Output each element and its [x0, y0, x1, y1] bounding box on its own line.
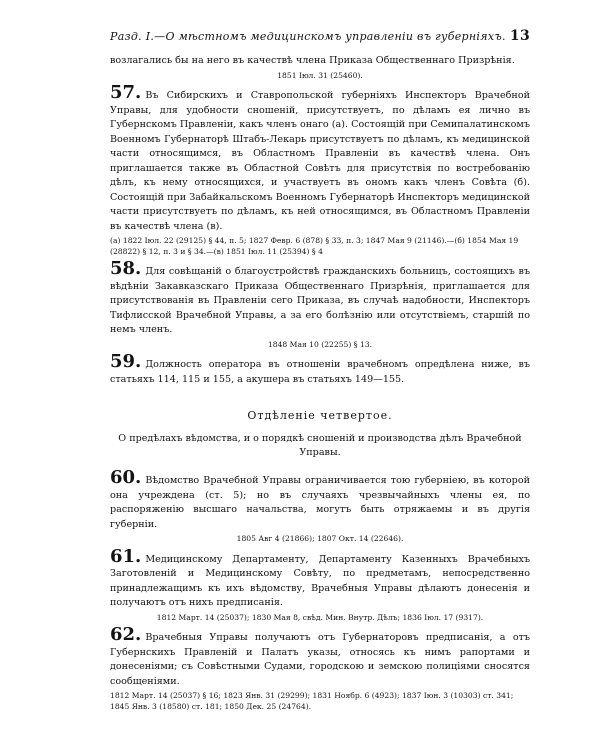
running-title: Разд. I.—О мѣстномъ медицинскомъ управленiи въ губернiяхъ.: [110, 30, 506, 43]
article-text: Вѣдомство Врачебной Управы ограничивается тою губерніею, въ которой она учреждена (ст. 5); но въ случаяхъ чрезвычайныхъ члены ея, по распоряженію высшаго начальства, могутъ быть отряжаемы и въ другія губерніи.: [110, 475, 530, 530]
article-text: Для совѣщаній о благоустройствѣ гражданскихъ больницъ, состоящихъ въ вѣдѣніи Закавказскаго Приказа Общественнаго Призрѣнія, приглашается для присутствованія въ Правленіи сего Приказа, въ случаѣ надобности, Инспекторъ Тифлисской Врачебной Управы, а за его болѣзнію или отсутствіемъ, старшій по немъ членъ.: [110, 266, 530, 335]
article-text: Должность оператора въ отношеніи врачебномъ опредѣлена ниже, въ статьяхъ 114, 115 и 155, а акушера въ статьяхъ 149—155.: [110, 359, 530, 385]
article-text: Въ Сибирскихъ и Ставропольской губерніяхъ Инспекторъ Врачебной Управы, для удобности сношеній, присутствуетъ, по дѣламъ ея лично въ Губернскомъ Правленіи, какъ членъ онаго (а). Состоящій при Семипалатинскомъ Военномъ Губернаторѣ Штабъ-Лекарь присутствуетъ по дѣламъ, къ медицинской части относящимся, въ Областномъ Правленіи въ качествѣ члена. Онъ приглашается также въ Областной Совѣтъ для присутствія по востребованію дѣлъ, къ нему относящихся, и участвуетъ въ ономъ какъ членъ Совѣта (б). Состоящій при Забайкальскомъ Военномъ Губернаторѣ Инспекторъ медицинской части присутствуетъ по дѣламъ, къ ней относящимся, въ Областномъ Правленіи въ качествѣ члена (в).: [110, 90, 530, 232]
article-number: 59.: [110, 351, 142, 372]
article-number: 60.: [110, 467, 142, 488]
page: [110, 28, 530, 718]
section-title: Отдѣленіе четвертое.: [247, 409, 393, 422]
article-57: [110, 82, 530, 234]
page-number: 13: [509, 28, 530, 44]
article-number: 62.: [110, 624, 142, 645]
article-62: [110, 624, 530, 689]
article-59: [110, 351, 530, 387]
article-number: 57.: [110, 82, 142, 103]
article-text: Медицинскому Департаменту, Департаменту Казенныхъ Врачебныхъ Заготовленій и Медицинскому Совѣту, по предметамъ, непосредственно принадлежащимъ къ ихъ вѣдомству, Врачебныя Управы дѣлаютъ донесенія и получаютъ отъ нихъ предписанія.: [110, 553, 530, 608]
citation-ref: 1812 Март. 14 (25037) § 16; 1823 Янв. 31 (29299); 1831 Ноябр. 6 (4923); 1837 Іюн. 3 (10303) ст. 341; 1845 Янв. 3 (18580) ст. 181; 1850 Дек. 25 (24764).: [110, 691, 514, 711]
citation-ref: (а) 1822 Іюл. 22 (29125) § 44, п. 5; 1827 Февр. 6 (878) § 33, п. 3; 1847 Мая 9 (21146).—(б) 1854 Мая 19 (28822) § 12, п. 3 и § 34.—(в) 1851 Іюл. 11 (25394) § 4: [110, 236, 519, 256]
running-header: [110, 28, 530, 48]
continuation-text: возлагались бы на него въ качествѣ члена Приказа Общественнаго Призрѣнія.: [110, 55, 515, 66]
article-60: [110, 467, 530, 532]
article-61: [110, 545, 530, 611]
article-number: 61.: [110, 545, 142, 567]
article-58: [110, 258, 530, 338]
citation-ref: 1851 Iюл. 31 (25460).: [277, 70, 363, 80]
article-text: Врачебныя Управы получаютъ отъ Губернаторовъ предписанія, а отъ Губернскихъ Правленій и Палатъ указы, относясь къ нимъ рапортами и донесеніями; съ Совѣстными Судами, городскою и земскою полиціями сносятся сообщеніями.: [110, 632, 530, 687]
citation-ref: 1848 Мая 10 (22255) § 13.: [267, 339, 373, 349]
citation-ref: 1812 Март. 14 (25037); 1830 Мая 8, свѣд. Мин. Внутр. Дѣлъ; 1836 Іюл. 17 (9317).: [156, 612, 484, 622]
article-number: 58.: [110, 258, 142, 279]
citation-ref: 1805 Авг 4 (21866); 1807 Окт. 14 (22646).: [236, 534, 404, 543]
section-subtitle: О предѣлахъ вѣдомства, и о порядкѣ сношеній и производства дѣлъ Врачебной Управы.: [118, 433, 522, 458]
